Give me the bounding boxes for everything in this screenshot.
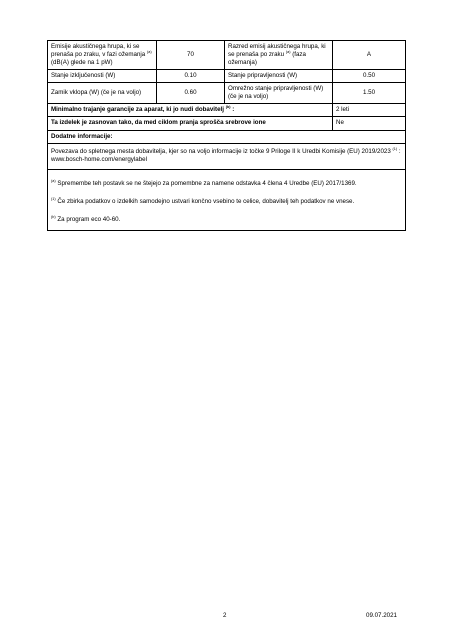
table-row [48,41,405,70]
table-row [48,83,405,104]
off-mode-label: Stanje izključenosti (W) [51,72,116,80]
warranty-value: 2 leti [332,104,405,116]
footnote: $^{(1)}$ Če zbirka podatkov o izdelkih samodejno ustvari končno vsebino te celice, dobavitelj teh podatkov ne vnese. [51,196,355,205]
supplier-website-link[interactable]: : www.bosch-home.com/energylabel [51,147,401,163]
networked-standby-value: 1.50 [332,83,405,103]
table-row [48,170,405,230]
product-information-table [47,40,406,231]
standby-label: Stanje pripravljenosti (W) [224,70,332,82]
delay-start-label: Zamik vklopa (W) (če je na voljo) [51,89,142,97]
delay-start-value: 0.60 [156,83,224,103]
standby-value: 0.50 [332,70,405,82]
additional-info-heading: Dodatne informacije: [51,132,113,140]
noise-class-label: Razred emisij akustičnega hrupa, ki se prenaša po zraku $^{(a)}$ (faza ožemanja) [224,41,332,69]
supplier-link-text: Povezava do spletnega mesta dobavitelja, kjer so na voljo informacije iz točke 9 Priloge II k Uredbi Komisije (EU) 2019/2023 $^{(1)}$ : www.bosch-home.com/energylabel [51,146,401,163]
table-row [48,131,405,144]
footnotes [48,170,405,230]
table-row [48,70,405,83]
noise-emission-label: Emisije akustičnega hrupa, ki se prenaša po zraku, v fazi ožemanja $^{(a)}$ (dB(A) glede na 1 pW) [51,43,152,67]
document-date: 09.07.2021 [366,612,397,619]
silver-ions-label: Ta izdelek je zasnovan tako, da med ciklom pranja sprošča srebrove ione [51,119,266,127]
noise-emission-value: 70 [156,41,224,69]
noise-class-value: A [332,41,405,69]
networked-standby-label: Omrežno stanje pripravljenosti (W) (če je na voljo) [224,83,332,103]
silver-ions-value: Ne [332,117,405,129]
footnote: $^{(a)}$ Spremembe teh postavk se ne štejejo za pomembne za namene odstavka 4 člena 4 Uredbe (EU) 2017/1369. [51,178,357,187]
table-row [48,144,405,170]
footnote: $^{(b)}$ Za program eco 40-60. [51,214,121,223]
table-row [48,117,405,130]
table-row [48,104,405,117]
page-number: 2 [223,612,227,619]
warranty-label: Minimalno trajanje garancije za aparat, ki jo nudi dobavitelj $^{(b)}$ : [51,105,235,114]
off-mode-value: 0.10 [156,70,224,82]
